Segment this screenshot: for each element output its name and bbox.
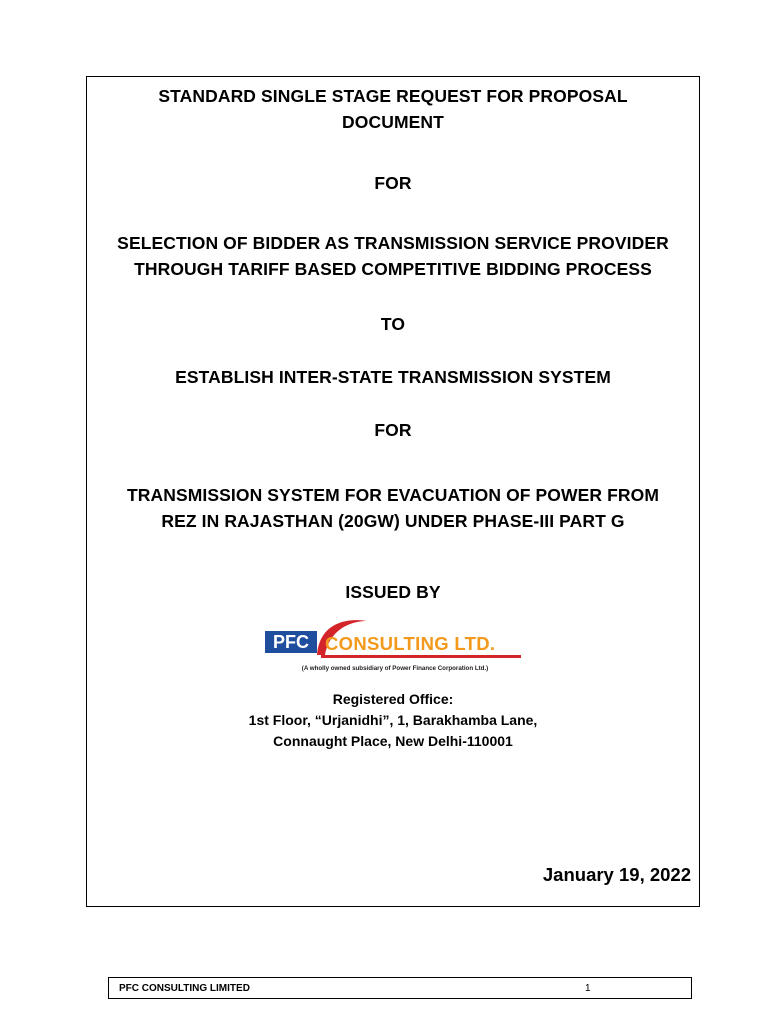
selection-line-2: THROUGH TARIFF BASED COMPETITIVE BIDDING PROCESS bbox=[134, 259, 652, 279]
office-label: Registered Office: bbox=[332, 691, 454, 707]
page-footer bbox=[108, 977, 692, 999]
document-title bbox=[87, 83, 699, 135]
logo-subtitle: (A wholly owned subsidiary of Power Finance Corporation Ltd.) bbox=[301, 665, 489, 672]
project-heading bbox=[87, 482, 699, 534]
establish-text: ESTABLISH INTER-STATE TRANSMISSION SYSTEM bbox=[175, 367, 611, 387]
to-heading bbox=[87, 311, 699, 337]
logo-name: CONSULTING LTD. bbox=[325, 633, 496, 654]
establish-heading bbox=[87, 364, 699, 390]
selection-heading bbox=[87, 230, 699, 282]
pfc-consulting-logo bbox=[263, 615, 525, 675]
logo-underline bbox=[321, 655, 521, 658]
document-date: January 19, 2022 bbox=[542, 864, 691, 885]
logo-abbr: PFC bbox=[273, 632, 309, 652]
project-line-1: TRANSMISSION SYSTEM FOR EVACUATION OF POWER FROM bbox=[126, 485, 660, 505]
office-address-line-2: Connaught Place, New Delhi-110001 bbox=[273, 733, 513, 749]
issued-by-text: ISSUED BY bbox=[345, 582, 441, 602]
registered-office-block bbox=[87, 689, 699, 752]
office-address-line-1: 1st Floor, “Urjanidhi”, 1, Barakhamba Lane, bbox=[248, 712, 538, 728]
selection-line-1: SELECTION OF BIDDER AS TRANSMISSION SERVICE PROVIDER bbox=[117, 233, 669, 253]
for-text-2: FOR bbox=[374, 420, 412, 440]
footer-company: PFC CONSULTING LIMITED bbox=[119, 983, 250, 994]
title-line-2: DOCUMENT bbox=[342, 112, 444, 132]
project-line-2: REZ IN RAJASTHAN (20GW) UNDER PHASE-III PART G bbox=[161, 511, 625, 531]
for-heading-2 bbox=[87, 417, 699, 443]
footer-page-number: 1 bbox=[585, 983, 591, 994]
document-border bbox=[86, 76, 700, 907]
for-text-1: FOR bbox=[374, 173, 412, 193]
for-heading-1 bbox=[87, 170, 699, 196]
to-text: TO bbox=[380, 314, 406, 334]
title-line-1: STANDARD SINGLE STAGE REQUEST FOR PROPOSAL bbox=[158, 86, 628, 106]
issued-by-heading bbox=[87, 579, 699, 605]
